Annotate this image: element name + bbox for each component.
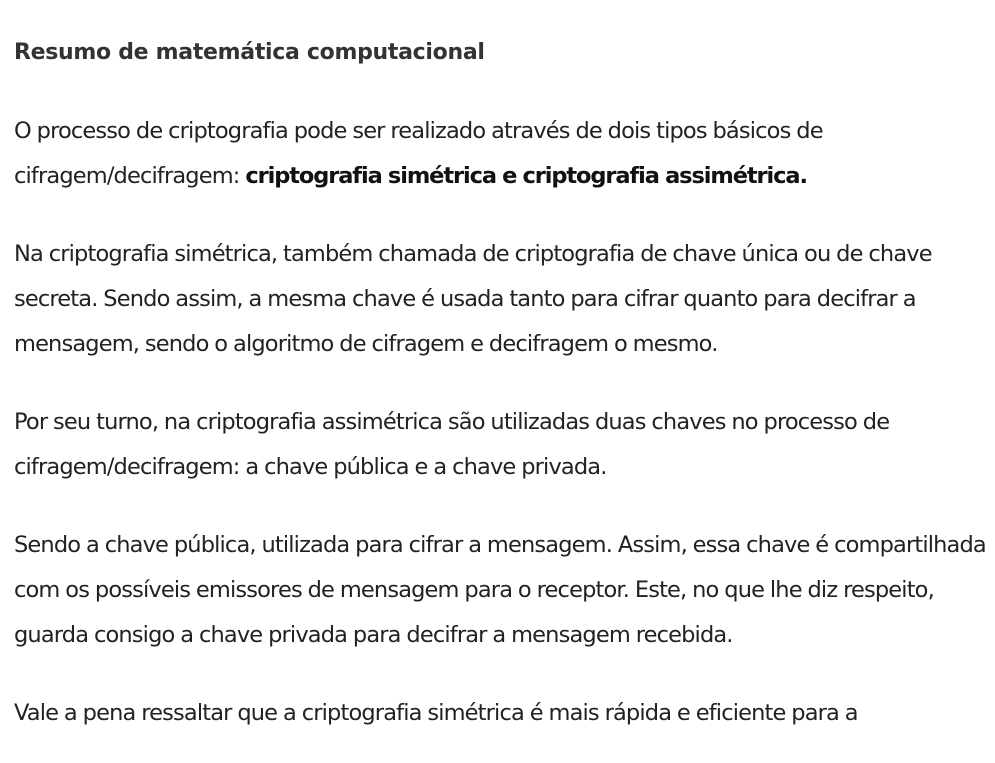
article-body	[14, 109, 995, 763]
paragraph-1-text: O processo de criptografia pode ser realizado através de dois tipos básicos de cifragem/decifragem:	[14, 118, 823, 189]
paragraph-3: Por seu turno, na criptografia assimétrica são utilizadas duas chaves no processo de cifragem/decifragem: a chave pública e a chave privada.	[14, 409, 890, 480]
paragraph-4: Sendo a chave pública, utilizada para cifrar a mensagem. Assim, essa chave é compartilhada com os possíveis emissores de mensagem para o receptor. Este, no que lhe diz respeito, guarda consigo a chave privada para decifrar a mensagem recebida.	[14, 532, 986, 648]
paragraph-5: Vale a pena ressaltar que a criptografia simétrica é mais rápida e eficiente para a	[14, 700, 858, 726]
paragraph-2: Na criptografia simétrica, também chamada de criptografia de chave única ou de chave secreta. Sendo assim, a mesma chave é usada tanto para cifrar quanto para decifrar a mensagem, sendo o algoritmo de cifragem e decifragem o mesmo.	[14, 241, 932, 357]
paragraph-1	[14, 109, 995, 199]
paragraph-1-bold-text: criptografia simétrica e criptografia assimétrica.	[245, 163, 807, 189]
article-heading: Resumo de matemática computacional	[14, 40, 485, 65]
